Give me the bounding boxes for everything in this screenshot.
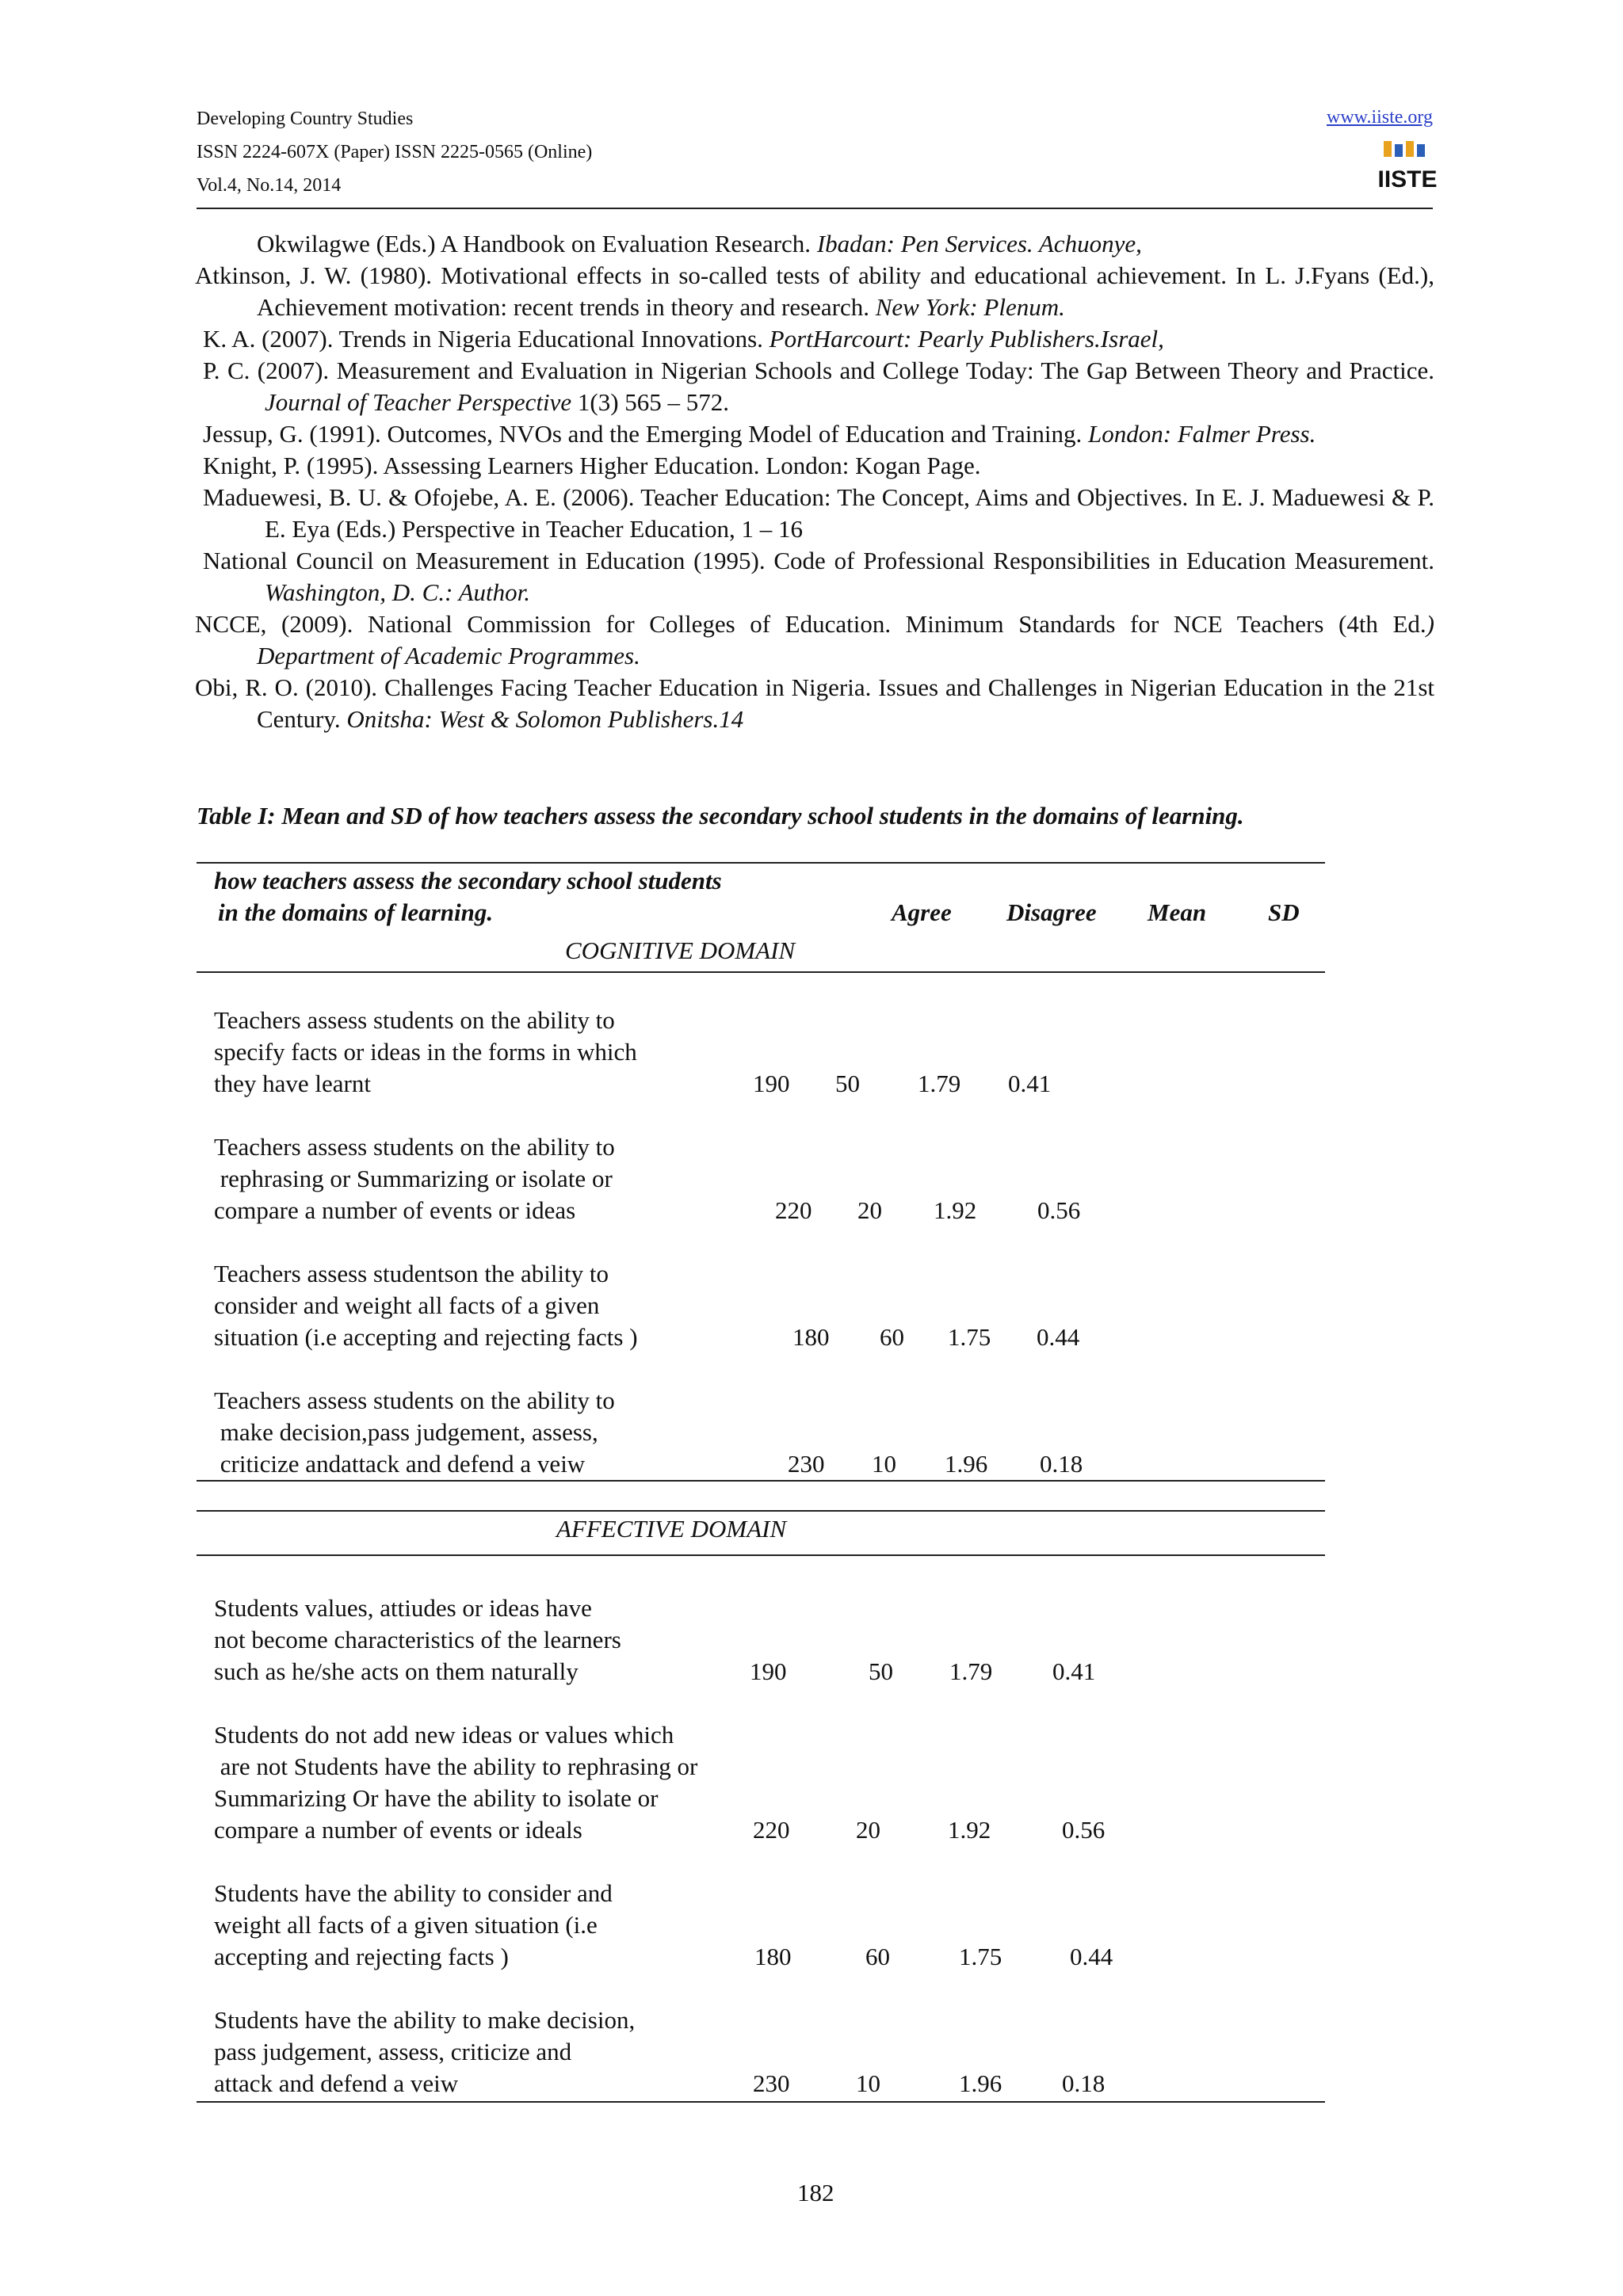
reference-item: Knight, P. (1995). Assessing Learners Higher Education. London: Kogan Page. <box>203 452 981 479</box>
table-row-affective-1: Students values, attiudes or ideas have not become characteristics of the learners such as he/she acts on them naturally <box>214 1594 621 1685</box>
column-header-mean: Mean <box>1148 898 1207 926</box>
cell-sd: 0.41 <box>1008 1070 1052 1097</box>
cognitive-header-rule <box>197 971 1325 973</box>
affective-header-rule <box>197 1554 1325 1556</box>
reference-item: Obi, R. O. (2010). Challenges Facing Teacher Education in Nigeria. Issues and Challenges in Nigerian Education in the 21st Century. Onitsha: West & Solomon Publishers.14 <box>195 673 1434 733</box>
column-header-sd: SD <box>1268 898 1300 926</box>
cell-mean: 1.79 <box>949 1657 993 1685</box>
table-top-rule <box>197 862 1325 864</box>
cell-sd: 0.18 <box>1040 1450 1083 1478</box>
cell-mean: 1.96 <box>959 2069 1002 2097</box>
table-row-affective-4: Students have the ability to make decision, pass judgement, assess, criticize and attack and defend a veiw <box>214 2006 636 2097</box>
cell-disagree: 60 <box>865 1943 890 1970</box>
table-header-description-2: in the domains of learning. <box>218 898 494 926</box>
cell-disagree: 50 <box>869 1657 893 1685</box>
cell-sd: 0.41 <box>1052 1657 1096 1685</box>
cell-agree: 180 <box>754 1943 792 1970</box>
cell-disagree: 50 <box>835 1070 860 1097</box>
column-header-agree: Agree <box>892 898 952 926</box>
cell-mean: 1.75 <box>948 1323 991 1351</box>
cell-agree: 220 <box>753 1816 790 1844</box>
reference-item: Maduewesi, B. U. & Ofojebe, A. E. (2006). Teacher Education: The Concept, Aims and Objectives. In E. J. Maduewesi & P. E. Eya (Eds.) Perspective in Teacher Education, 1 – 16 <box>203 483 1434 543</box>
table-row-cognitive-4: Teachers assess students on the ability to make decision,pass judgement, assess, criticize andattack and defend a veiw <box>214 1386 615 1478</box>
cell-mean: 1.92 <box>948 1816 991 1844</box>
cell-sd: 0.18 <box>1062 2069 1106 2097</box>
table-row-cognitive-1: Teachers assess students on the ability to specify facts or ideas in the forms in which they have learnt <box>214 1006 637 1097</box>
journal-url-link[interactable]: www.iiste.org <box>1327 107 1433 128</box>
affective-domain-label: AFFECTIVE DOMAIN <box>556 1515 787 1543</box>
cell-agree: 180 <box>792 1323 830 1351</box>
cell-mean: 1.79 <box>918 1070 961 1097</box>
issn-line: ISSN 2224-607X (Paper) ISSN 2225-0565 (Online) <box>197 142 593 162</box>
cell-disagree: 10 <box>856 2069 880 2097</box>
header-divider <box>197 208 1433 209</box>
reference-item: National Council on Measurement in Education (1995). Code of Professional Responsibilities in Education Measurement. Washington, D. C.: Author. <box>203 547 1434 606</box>
reference-item: Atkinson, J. W. (1980). Motivational effects in so-called tests of ability and educational achievement. In L. J.Fyans (Ed.), Achievement motivation: recent trends in theory and research. New York: Plenum. <box>195 261 1434 321</box>
cell-sd: 0.44 <box>1037 1323 1080 1351</box>
table-row-cognitive-2: Teachers assess students on the ability to rephrasing or Summarizing or isolate or compare a number of events or ideas <box>214 1133 615 1224</box>
volume-line: Vol.4, No.14, 2014 <box>197 175 342 196</box>
cell-disagree: 20 <box>856 1816 880 1844</box>
affective-top-rule <box>197 1510 1325 1512</box>
cell-mean: 1.96 <box>945 1450 988 1478</box>
reference-item: Okwilagwe (Eds.) A Handbook on Evaluation Research. Ibadan: Pen Services. Achuonye, <box>257 230 1142 257</box>
cell-agree: 190 <box>753 1070 790 1097</box>
table-row-cognitive-3: Teachers assess studentson the ability to consider and weight all facts of a given situation (i.e accepting and rejecting facts ) <box>214 1260 638 1351</box>
table-row-affective-3: Students have the ability to consider and weight all facts of a given situation (i.e accepting and rejecting facts ) <box>214 1879 613 1970</box>
cognitive-bottom-rule <box>197 1480 1325 1482</box>
references-list <box>195 228 1434 735</box>
cell-agree: 230 <box>788 1450 825 1478</box>
cell-mean: 1.92 <box>934 1196 977 1224</box>
cell-sd: 0.56 <box>1037 1196 1081 1224</box>
page-number: 182 <box>797 2179 834 2206</box>
reference-item: P. C. (2007). Measurement and Evaluation in Nigerian Schools and College Today: The Gap Between Theory and Practice. Journal of Teacher Perspective 1(3) 565 – 572. <box>203 357 1434 416</box>
reference-item: NCCE, (2009). National Commission for Colleges of Education. Minimum Standards for NCE Teachers (4th Ed.) Department of Academic Programmes. <box>195 610 1434 669</box>
cell-sd: 0.56 <box>1062 1816 1106 1844</box>
cell-sd: 0.44 <box>1070 1943 1113 1970</box>
table-caption: Table I: Mean and SD of how teachers assess the secondary school students in the domains of learning. <box>197 802 1244 830</box>
table-bottom-rule <box>197 2101 1325 2103</box>
reference-item: Jessup, G. (1991). Outcomes, NVOs and the Emerging Model of Education and Training. London: Falmer Press. <box>203 420 1316 448</box>
cell-agree: 190 <box>750 1657 787 1685</box>
journal-name: Developing Country Studies <box>197 109 414 129</box>
table-row-affective-2: Students do not add new ideas or values which are not Students have the ability to rephrasing or Summarizing Or have the ability to isolate or compare a number of events or ideals <box>214 1721 698 1844</box>
iiste-logo <box>1377 139 1438 193</box>
cell-disagree: 60 <box>880 1323 904 1351</box>
cell-disagree: 10 <box>872 1450 896 1478</box>
reference-item: K. A. (2007). Trends in Nigeria Educational Innovations. PortHarcourt: Pearly Publishers.Israel, <box>203 325 1164 353</box>
column-header-disagree: Disagree <box>1006 898 1097 926</box>
cell-agree: 230 <box>753 2069 790 2097</box>
cell-mean: 1.75 <box>959 1943 1002 1970</box>
cognitive-domain-label: COGNITIVE DOMAIN <box>565 936 796 964</box>
svg-text:IISTE: IISTE <box>1377 166 1438 193</box>
cell-disagree: 20 <box>857 1196 882 1224</box>
cell-agree: 220 <box>775 1196 812 1224</box>
table-header-description: how teachers assess the secondary school students <box>214 867 722 894</box>
